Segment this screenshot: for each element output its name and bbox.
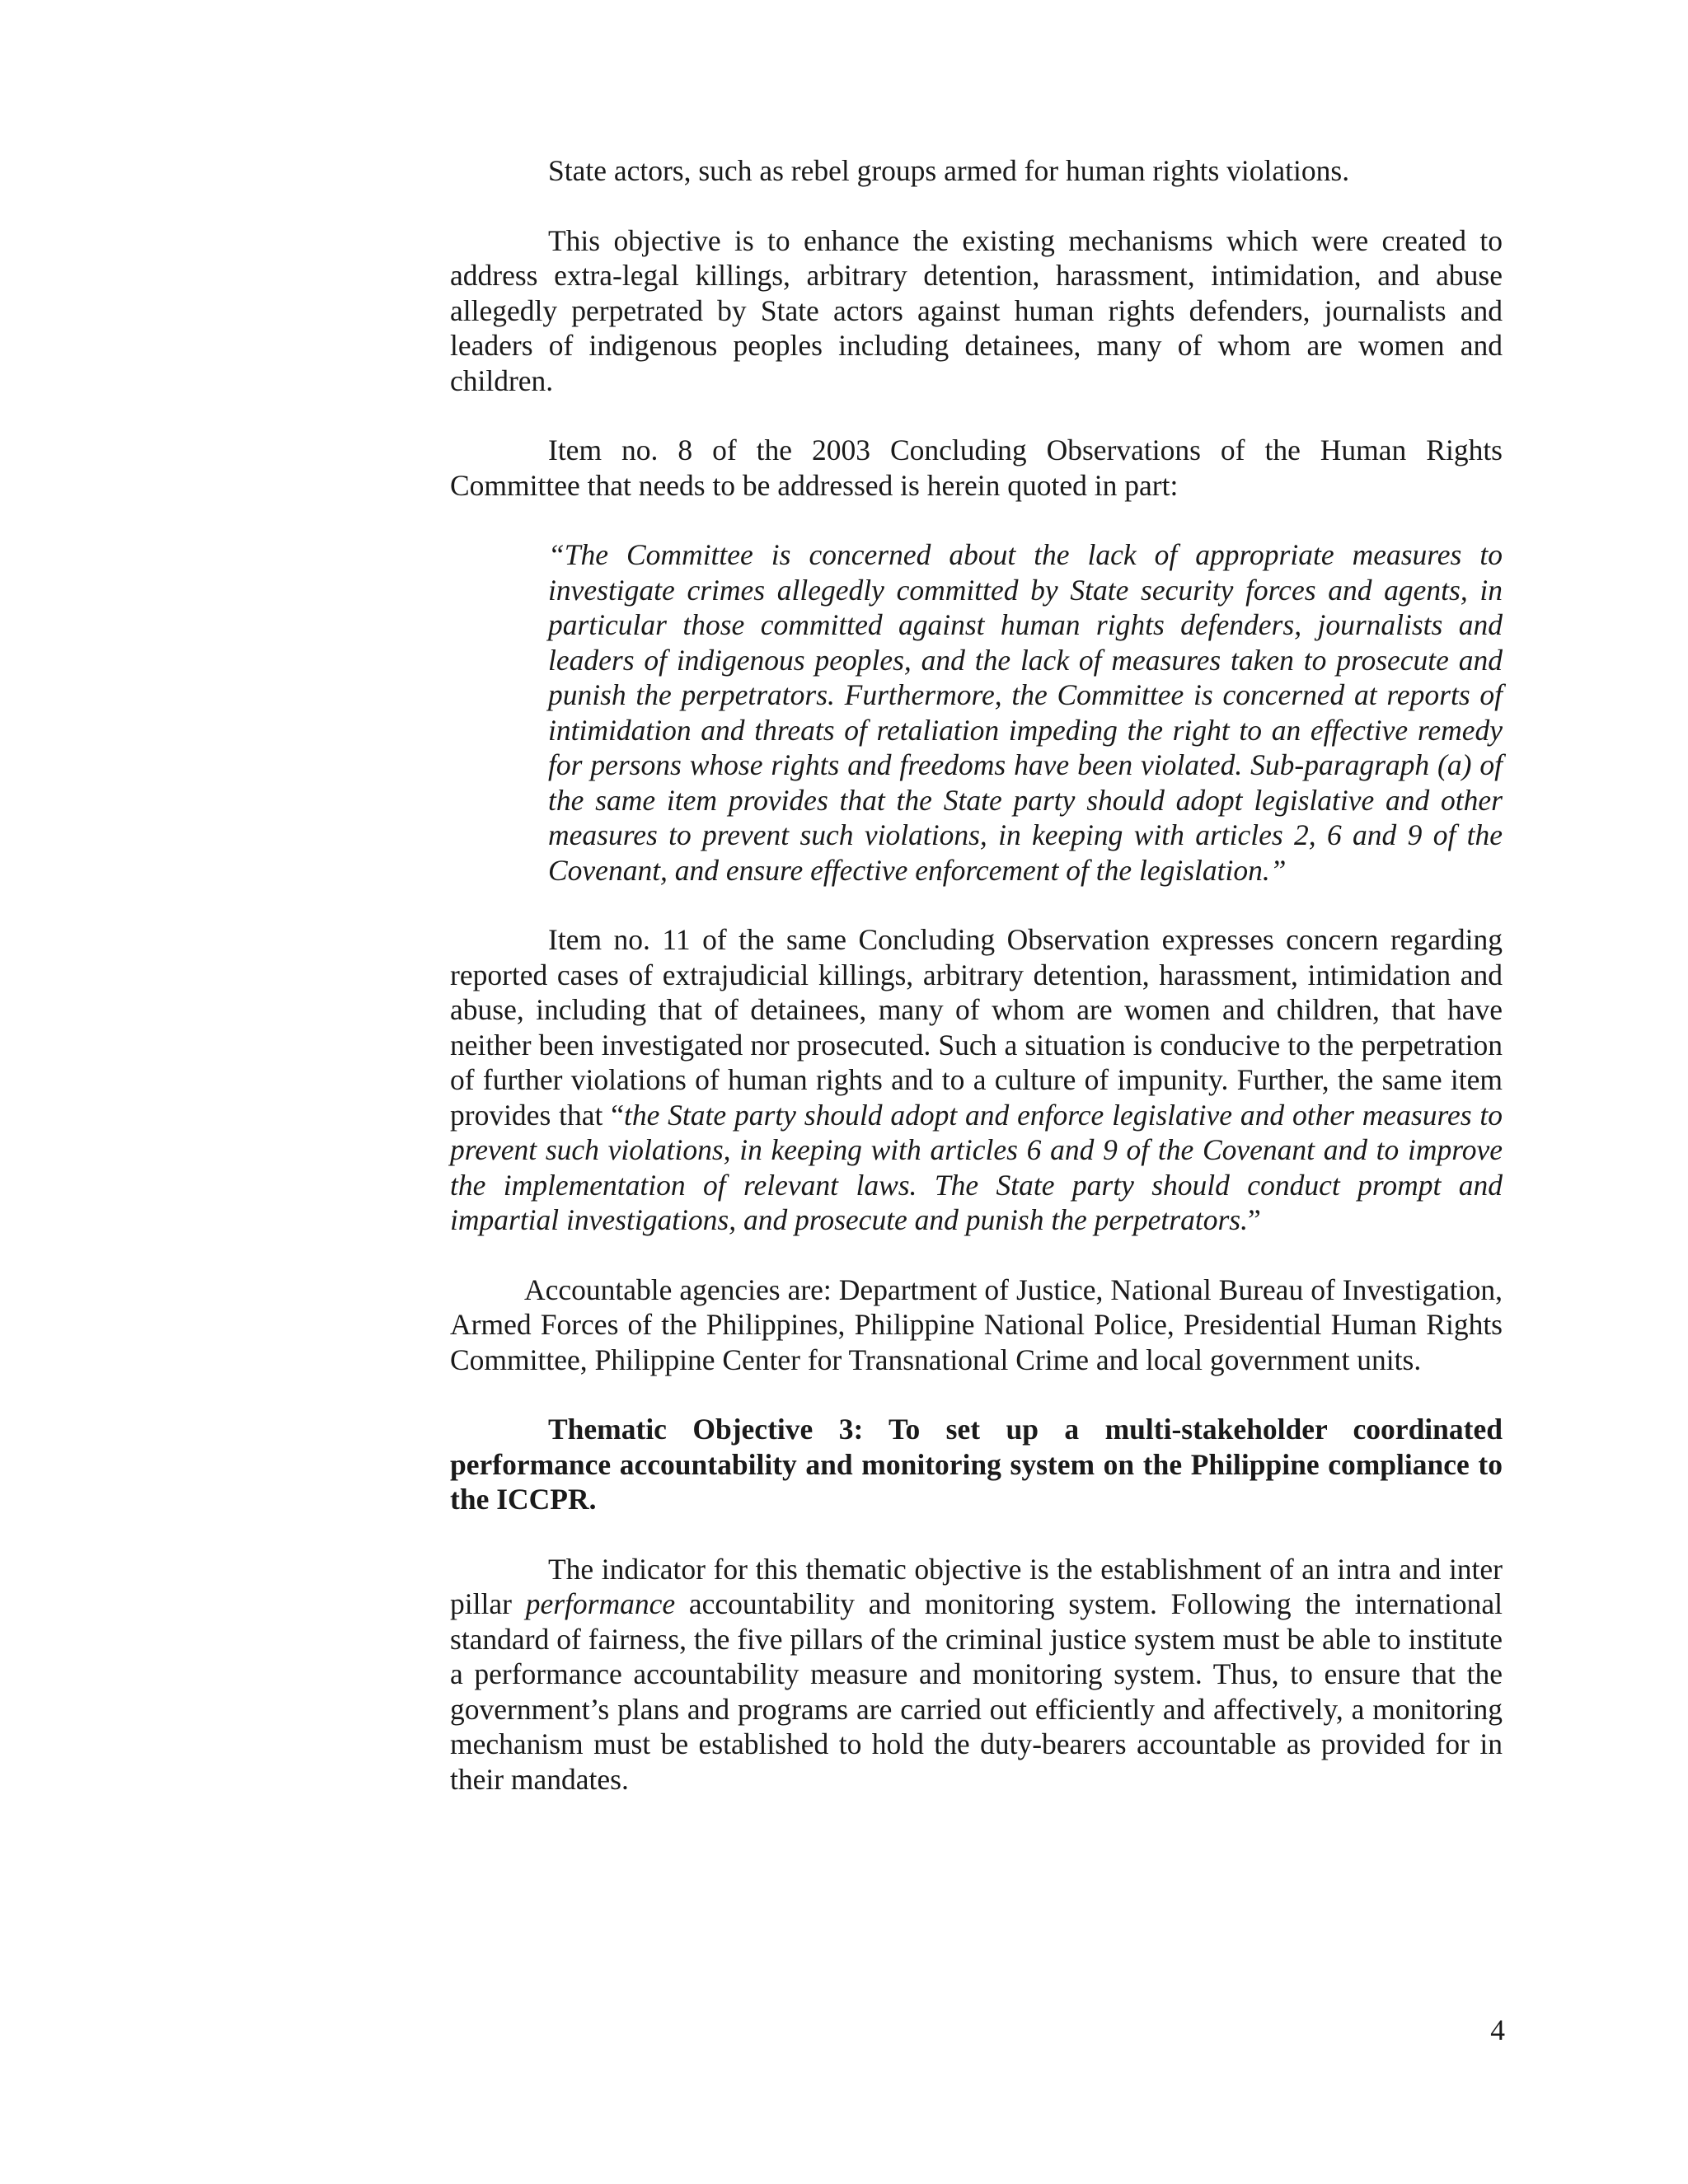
paragraph-accountable-agencies: Accountable agencies are: Department of Justice, National Bureau of Investigation, Armed Forces of the Philippines, Philippine National Police, Presidential Human Rights Committee, Philippine Center for Transnational Crime and local government units. — [450, 1272, 1503, 1376]
paragraph-item-11-quote: the State party should adopt and enforce legislative and other measures to prevent such violations, in keeping with articles 6 and 9 of the Covenant and to improve the implementation of relevant laws. The State party should conduct prompt and impartial investigations, and prosecute and punish the perpetrators. — [450, 1098, 1503, 1236]
thematic-objective-heading: Thematic Objective 3: To set up a multi-stakeholder coordinated performance accountability and monitoring system on the Philippine compliance to the ICCPR. — [450, 1413, 1503, 1516]
paragraph-item-11-close: ” — [1247, 1203, 1261, 1236]
paragraph-indicator-rest: accountability and monitoring system. Following the international standard of fairness, the five pillars of the criminal justice system must be able to institute a performance accountability measure and monitoring system. Thus, to ensure that the government’s plans and programs are carried out efficiently and affectively, a monitoring mechanism must be established to hold the duty-bearers accountable as provided for in their mandates. — [450, 1587, 1503, 1796]
paragraph-item-11 — [450, 922, 1503, 1238]
paragraph-indicator-lead: The indicator for this thematic objective is the establishment of an intra and inter pillar — [450, 1552, 1503, 1620]
paragraph-state-actors: State actors, such as rebel groups armed for human rights violations. — [548, 154, 1350, 187]
page-number: 4 — [1490, 2013, 1505, 2046]
paragraph-item-11-text: Item no. 11 of the same Concluding Observation expresses concern regarding reported cases of extrajudicial killings, arbitrary detention, harassment, intimidation and abuse, including that of detainees, many of whom are women and children, that have neither been investigated nor prosecuted. Such a situation is conducive to the perpetration of further violations of human rights and to a culture of impunity. Further, the same item provides that “ — [450, 923, 1503, 1132]
document-page — [450, 153, 1503, 1831]
paragraph-indicator-italic: performance — [525, 1587, 676, 1620]
block-quote: “The Committee is concerned about the lack of appropriate measures to investigate crimes allegedly committed by State security forces and agents, in particular those committed against human rights defenders, journalists and leaders of indigenous peoples, and the lack of measures taken to prosecute and punish the perpetrators. Furthermore, the Committee is concerned at reports of intimidation and threats of retaliation impeding the right to an effective remedy for persons whose rights and freedoms have been violated. Sub-paragraph (a) of the same item provides that the State party should adopt legislative and other measures to prevent such violations, in keeping with articles 2, 6 and 9 of the Covenant, and ensure effective enforcement of the legislation.” — [548, 538, 1503, 887]
paragraph-objective: This objective is to enhance the existing mechanisms which were created to address extra-legal killings, arbitrary detention, harassment, intimidation, and abuse allegedly perpetrated by State actors against human rights defenders, journalists and leaders of indigenous peoples including detainees, many of whom are women and children. — [450, 223, 1503, 397]
paragraph-indicator — [450, 1552, 1503, 1797]
paragraph-item-8: Item no. 8 of the 2003 Concluding Observations of the Human Rights Committee that needs to be addressed is herein quoted in part: — [450, 434, 1503, 502]
